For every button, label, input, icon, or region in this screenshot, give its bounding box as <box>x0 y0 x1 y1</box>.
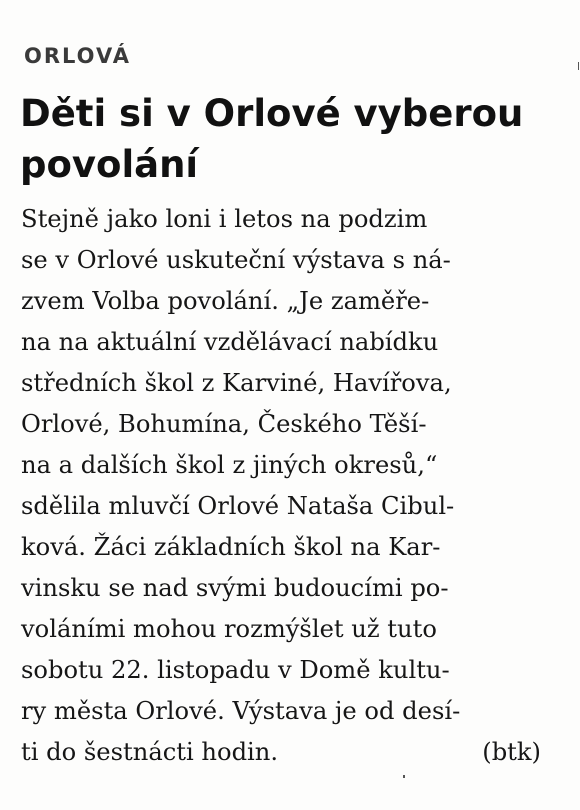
scan-speck <box>403 775 405 778</box>
body-line: vinsku se nad svými budoucími po- <box>21 574 449 602</box>
body-line: se v Orlové uskuteční výstava s ná- <box>21 246 451 274</box>
headline-line: povolání <box>20 143 199 186</box>
section-kicker: ORLOVÁ <box>24 44 132 68</box>
body-line: středních škol z Karviné, Havířova, <box>21 369 452 397</box>
byline: (btk) <box>482 738 541 766</box>
body-last-line <box>21 732 541 773</box>
body-line: na na aktuální vzdělávací nabídku <box>21 328 439 356</box>
body-line: Stejně jako loni i letos na podzim <box>21 205 428 233</box>
body-line: sobotu 22. listopadu v Domě kultu- <box>21 656 450 684</box>
body-line: voláními mohou rozmýšlet už tuto <box>21 615 437 643</box>
body-line: ková. Žáci základních škol na Kar- <box>21 533 441 561</box>
body-line: ti do šestnácti hodin. <box>21 738 279 766</box>
article-headline <box>20 88 565 190</box>
body-line: ry města Orlové. Výstava je od desí- <box>21 697 461 725</box>
body-line: na a dalších škol z jiných okresů,“ <box>21 451 438 479</box>
scan-speck <box>578 62 579 70</box>
body-line: sdělila mluvčí Orlové Nataša Cibul- <box>21 492 455 520</box>
body-line: zvem Volba povolání. „Je zaměře- <box>21 287 430 315</box>
headline-line: Děti si v Orlové vyberou <box>20 92 524 135</box>
article-body <box>21 199 566 773</box>
body-line: Orlové, Bohumína, Českého Těší- <box>21 410 427 438</box>
